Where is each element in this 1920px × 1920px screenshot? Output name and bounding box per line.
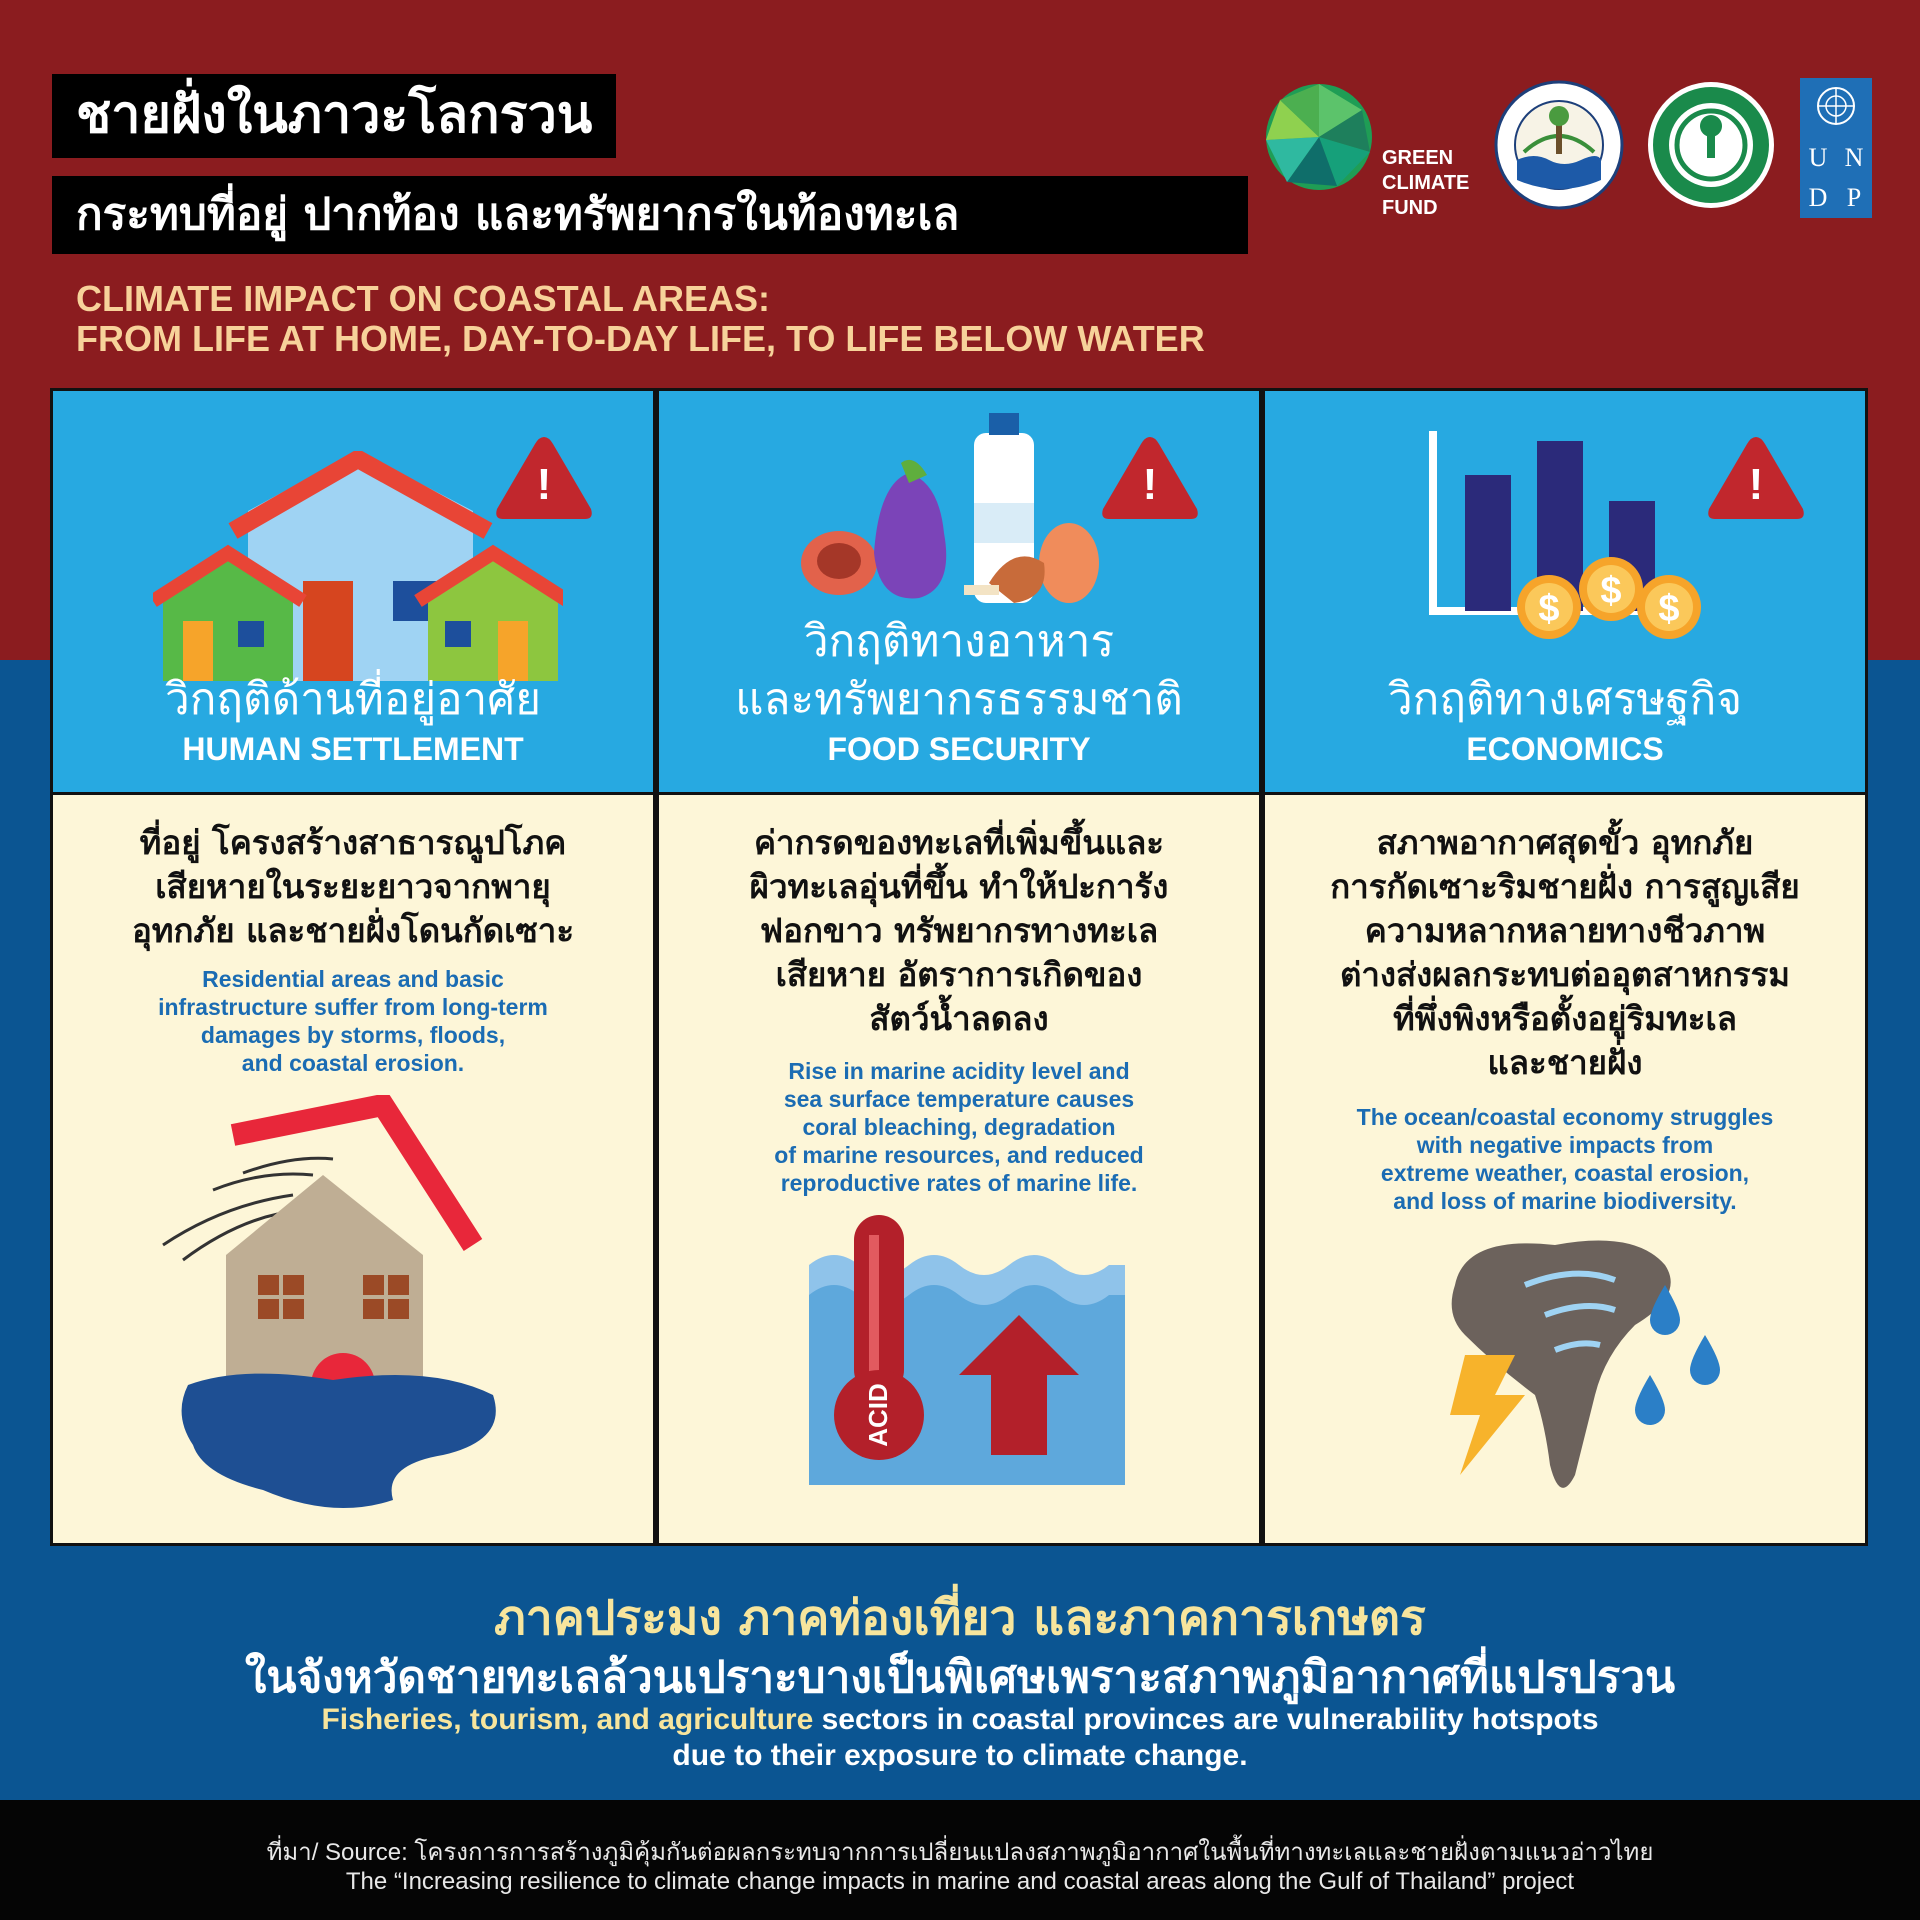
acid-label: ACID — [863, 1383, 893, 1447]
department-climate-change-environment-seal — [1646, 80, 1776, 210]
panel-description-english — [659, 1057, 1259, 1197]
panel-body — [53, 795, 653, 1543]
panel-title-thai: วิกฤติทางเศรษฐกิจ — [1387, 674, 1743, 725]
description-thai-line: สภาพอากาศสุดขั้ว อุทกภัย — [1376, 823, 1754, 862]
page-subtitle-thai: กระทบที่อยู่ ปากท้อง และทรัพยากรในท้องทะเล — [52, 176, 1248, 254]
warning-mark: ! — [536, 460, 552, 509]
description-english-line: and loss of marine biodiversity. — [1393, 1188, 1737, 1214]
source-footer — [0, 1800, 1920, 1920]
description-english-line: The ocean/coastal economy struggles — [1356, 1104, 1774, 1130]
panel-description-english — [53, 965, 653, 1077]
panel-description-thai — [659, 821, 1259, 1041]
storm-tornado-icon — [1435, 1225, 1735, 1515]
description-thai-line: ค่ากรดของทะเลที่เพิ่มขึ้นและ — [753, 823, 1165, 862]
panel-title-thai-line1: วิกฤติทางอาหาร — [803, 616, 1115, 667]
description-english-line: Rise in marine acidity level and — [788, 1058, 1130, 1084]
description-english-line: Residential areas and basic — [202, 966, 504, 992]
description-thai-line: และชายฝั่ง — [1487, 1043, 1643, 1082]
description-english-line: and coastal erosion. — [241, 1050, 465, 1076]
description-thai-line: ฟอกขาว ทรัพยากรทางทะเล — [759, 911, 1159, 950]
warning-icon — [1099, 433, 1201, 523]
warning-mark: ! — [1748, 460, 1764, 509]
panel-body — [1265, 795, 1865, 1543]
description-english-line: with negative impacts from — [1416, 1132, 1714, 1158]
subtitle-english-line1: CLIMATE IMPACT ON COASTAL AREAS: — [76, 278, 770, 319]
ocean-acidity-thermometer-icon — [809, 1215, 1125, 1495]
panel-body — [659, 795, 1259, 1543]
summary-english-line2: due to their exposure to climate change. — [672, 1739, 1248, 1772]
summary-english-highlight: Fisheries, tourism, and agriculture — [321, 1703, 814, 1736]
panel-title-english: FOOD SECURITY — [827, 731, 1091, 767]
description-thai-line: ผิวทะเลอุ่นที่ขึ้น ทำให้ปะการัง — [749, 867, 1169, 906]
un-emblem-icon — [1800, 78, 1872, 134]
gcf-text-line2: CLIMATE — [1382, 172, 1470, 194]
green-climate-fund-text — [1382, 146, 1469, 221]
description-thai-line: เสียหาย อัตราการเกิดของ — [775, 955, 1143, 994]
description-thai-line: ที่อยู่ โครงสร้างสาธารณูปโภค — [139, 823, 567, 862]
summary-english — [0, 1702, 1920, 1774]
summary-subheading-thai: ในจังหวัดชายทะเลล้วนเปราะบางเป็นพิเศษเพราะสภาพภูมิอากาศที่แปรปรวน — [244, 1652, 1676, 1703]
summary-english-rest: sectors in coastal provinces are vulnerability hotspots — [813, 1703, 1599, 1736]
gcf-text-line1: GREEN — [1382, 147, 1454, 169]
falling-economy-chart-icon — [1425, 431, 1725, 661]
page-title: ชายฝั่งในภาวะโลกรวน — [52, 74, 616, 158]
description-english-line: damages by storms, floods, — [200, 1022, 506, 1048]
undp-letter-n: N — [1844, 143, 1864, 172]
food-supplies-icon — [799, 413, 1099, 623]
undp-logo — [1800, 78, 1872, 218]
description-thai-line: อุทกภัย และชายฝั่งโดนกัดเซาะ — [131, 911, 575, 950]
undp-letter-p: P — [1846, 183, 1862, 212]
panel-header — [1265, 391, 1865, 795]
description-english-line: reproductive rates of marine life. — [780, 1170, 1138, 1196]
undp-letter-u: U — [1808, 143, 1828, 172]
gcf-text-line3: FUND — [1382, 197, 1438, 219]
dollar-coin-icon: $ — [1658, 588, 1680, 630]
description-thai-line: ที่พึ่งพิงหรือตั้งอยู่ริมทะเล — [1393, 999, 1737, 1038]
department-marine-coastal-resources-seal — [1494, 80, 1624, 210]
description-english-line: of marine resources, and reduced — [774, 1142, 1144, 1168]
panel-title-thai: วิกฤติด้านที่อยู่อาศัย — [165, 674, 541, 725]
dollar-coin-icon: $ — [1538, 588, 1560, 630]
flooded-house-icon — [153, 1095, 573, 1515]
panel-title-english: HUMAN SETTLEMENT — [182, 731, 524, 767]
panel-header — [53, 391, 653, 795]
description-english-line: infrastructure suffer from long-term — [158, 994, 548, 1020]
warning-mark: ! — [1142, 460, 1158, 509]
panel-description-thai — [53, 821, 653, 953]
panel-title-thai-line2: และทรัพยากรธรรมชาติ — [735, 674, 1183, 725]
panel-description-english — [1265, 1103, 1865, 1215]
summary-heading-thai: ภาคประมง ภาคท่องเที่ยว และภาคการเกษตร — [494, 1590, 1426, 1646]
subtitle-english-line2: FROM LIFE AT HOME, DAY-TO-DAY LIFE, TO LIFE BELOW WATER — [76, 318, 1205, 359]
panel-food-security — [656, 388, 1262, 1546]
source-thai: ที่มา/ Source: โครงการการสร้างภูมิคุ้มกันต่อผลกระทบจากการเปลี่ยนแปลงสภาพภูมิอากาศในพื้นที่ทางทะเลและชายฝั่งตามแนวอ่าวไทย — [266, 1839, 1654, 1866]
description-english-line: coral bleaching, degradation — [802, 1114, 1116, 1140]
description-thai-line: เสียหายในระยะยาวจากพายุ — [155, 867, 551, 906]
panel-header — [659, 391, 1259, 795]
green-climate-fund-logo — [1262, 82, 1376, 192]
panel-human-settlement — [50, 388, 656, 1546]
description-english-line: sea surface temperature causes — [783, 1086, 1135, 1112]
description-thai-line: การกัดเซาะริมชายฝั่ง การสูญเสีย — [1330, 867, 1800, 906]
panel-economics — [1262, 388, 1868, 1546]
description-english-line: extreme weather, coastal erosion, — [1380, 1160, 1750, 1186]
dollar-coin-icon: $ — [1600, 570, 1622, 612]
description-thai-line: ความหลากหลายทางชีวภาพ — [1364, 911, 1766, 950]
panel-description-thai — [1265, 821, 1865, 1085]
description-thai-line: สัตว์น้ำลดลง — [869, 999, 1049, 1038]
panel-title-english: ECONOMICS — [1466, 731, 1664, 767]
source-english: The “Increasing resilience to climate change impacts in marine and coastal areas along the Gulf of Thailand” project — [345, 1868, 1575, 1895]
undp-letter-d: D — [1808, 183, 1828, 212]
houses-icon — [153, 451, 563, 691]
description-thai-line: ต่างส่งผลกระทบต่ออุตสาหกรรม — [1339, 955, 1791, 994]
